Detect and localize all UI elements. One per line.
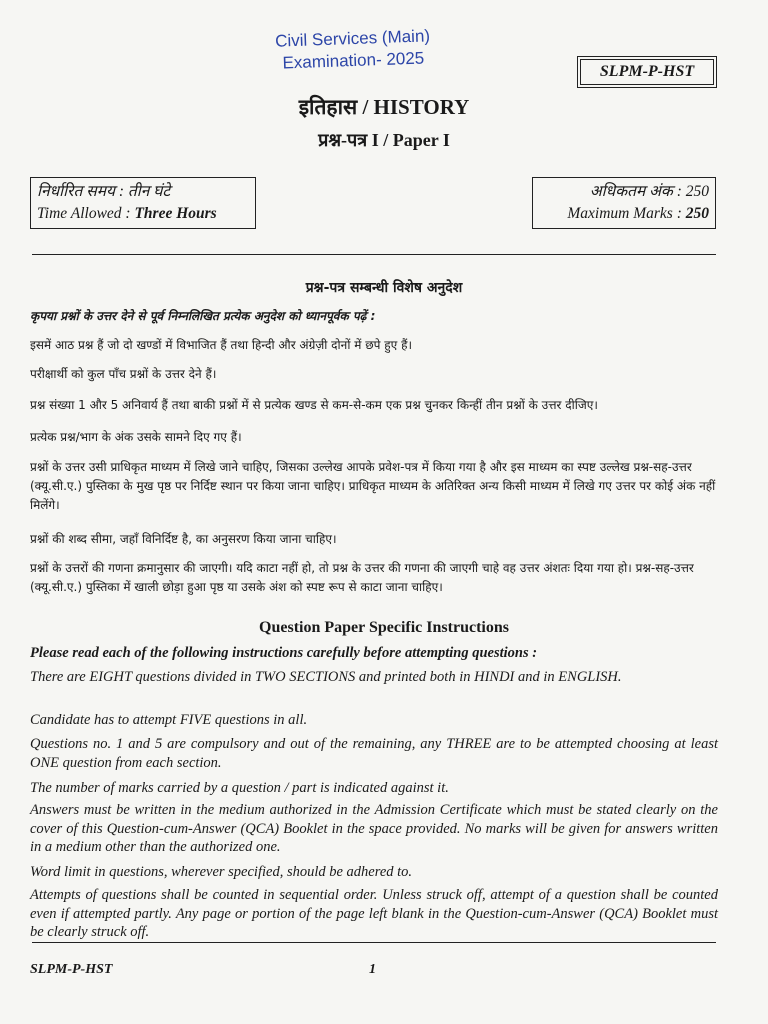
maximum-marks-english: Maximum Marks : 250 bbox=[567, 205, 709, 222]
hindi-instruction-item: प्रत्येक प्रश्न/भाग के अंक उसके सामने दिए गए हैं। bbox=[30, 430, 242, 444]
english-instruction-item: Word limit in questions, wherever specified, should be adhered to. bbox=[30, 864, 413, 880]
hindi-instructions-heading: प्रश्न-पत्र सम्बन्धी विशेष अनुदेश bbox=[305, 280, 463, 296]
divider-top bbox=[32, 254, 716, 255]
english-instruction-item: Answers must be written in the medium authorized in the Admission Certificate which must be stated clearly on the cover of this Question-cum-Answer (QCA) Booklet in the space provided. No marks will be given for answers written in a medium other than the authorized one. bbox=[30, 802, 718, 855]
subject-title: इतिहास / HISTORY bbox=[298, 95, 470, 119]
english-instruction-item: There are EIGHT questions divided in TWO SECTIONS and printed both in HINDI and in ENGLISH. bbox=[30, 669, 622, 685]
hindi-instruction-item: इसमें आठ प्रश्न हैं जो दो खण्डों में विभाजित हैं तथा हिन्दी और अंग्रेज़ी दोनों में छपे हुए हैं। bbox=[30, 338, 413, 352]
footer-paper-code: SLPM-P-HST bbox=[30, 962, 113, 977]
english-instructions-lead: Please read each of the following instructions carefully before attempting questions : bbox=[30, 645, 538, 661]
english-instruction-item: The number of marks carried by a question / part is indicated against it. bbox=[30, 780, 449, 796]
time-allowed-english: Time Allowed : Three Hours bbox=[37, 205, 217, 222]
hindi-instructions-lead: कृपया प्रश्नों के उत्तर देने से पूर्व निम्नलिखित प्रत्येक अनुदेश को ध्यानपूर्वक पढ़ें : bbox=[30, 309, 376, 323]
hindi-instruction-item: प्रश्नों के उत्तरों की गणना क्रमानुसार की जाएगी। यदि काटा नहीं हो, तो प्रश्न के उत्तर की गणना की जाएगी चाहे वह उत्तर अंशतः दिया गया हो। प्रश्न-सह-उत्तर (क्यू.सी.ए.) पुस्तिका में खाली छोड़ा हुआ पृष्ठ या उसके अंश को स्पष्ट रूप से काटा जाना चाहिए। bbox=[30, 561, 694, 594]
english-instruction-item: Questions no. 1 and 5 are compulsory and out of the remaining, any THREE are to be attempted choosing at least ONE question from each section. bbox=[30, 736, 718, 771]
time-allowed-box bbox=[30, 177, 256, 229]
paper-code-box: SLPM-P-HST bbox=[580, 59, 714, 85]
hindi-instruction-item: प्रश्नों के उत्तर उसी प्राधिकृत माध्यम में लिखे जाने चाहिए, जिसका उल्लेख आपके प्रवेश-पत्र में किया गया है और इस माध्यम का स्पष्ट उल्लेख प्रश्न-सह-उत्तर (क्यू.सी.ए.) पुस्तिका के मुख पृष्ठ पर निर्दिष्ट स्थान पर किया जाना चाहिए। प्राधिकृत माध्यम के अतिरिक्त अन्य किसी माध्यम में लिखे गए उत्तर पर कोई अंक नहीं मिलेंगे। bbox=[30, 460, 716, 512]
hindi-instruction-item: प्रश्नों की शब्द सीमा, जहाँ विनिर्दिष्ट है, का अनुसरण किया जाना चाहिए। bbox=[30, 532, 337, 546]
page-number: 1 bbox=[369, 962, 376, 977]
exam-title-line2: Examination- 2025 bbox=[282, 48, 425, 73]
hindi-instruction-item: परीक्षार्थी को कुल पाँच प्रश्नों के उत्तर देने हैं। bbox=[30, 367, 217, 381]
english-instruction-item: Attempts of questions shall be counted in sequential order. Unless struck off, attempt of a question shall be counted even if attempted partly. Any page or portion of the page left blank in the Question-cum-Answer (QCA) Booklet must be clearly struck off. bbox=[30, 887, 718, 940]
paper-title: प्रश्न-पत्र I / Paper I bbox=[318, 130, 450, 150]
time-allowed-hindi: निर्धारित समय : तीन घंटे bbox=[37, 183, 171, 200]
maximum-marks-hindi: अधिकतम अंक : 250 bbox=[589, 183, 709, 200]
english-instruction-item: Candidate has to attempt FIVE questions in all. bbox=[30, 712, 308, 728]
english-instructions-heading: Question Paper Specific Instructions bbox=[259, 619, 509, 636]
divider-bottom bbox=[32, 942, 716, 943]
hindi-instruction-item: प्रश्न संख्या 1 और 5 अनिवार्य हैं तथा बाकी प्रश्नों में से प्रत्येक खण्ड से कम-से-कम एक प्रश्न चुनकर किन्हीं तीन प्रश्नों के उत्तर दीजिए। bbox=[30, 398, 598, 412]
exam-title-line1: Civil Services (Main) bbox=[274, 26, 431, 51]
maximum-marks-box bbox=[532, 177, 716, 229]
exam-title bbox=[267, 25, 438, 75]
